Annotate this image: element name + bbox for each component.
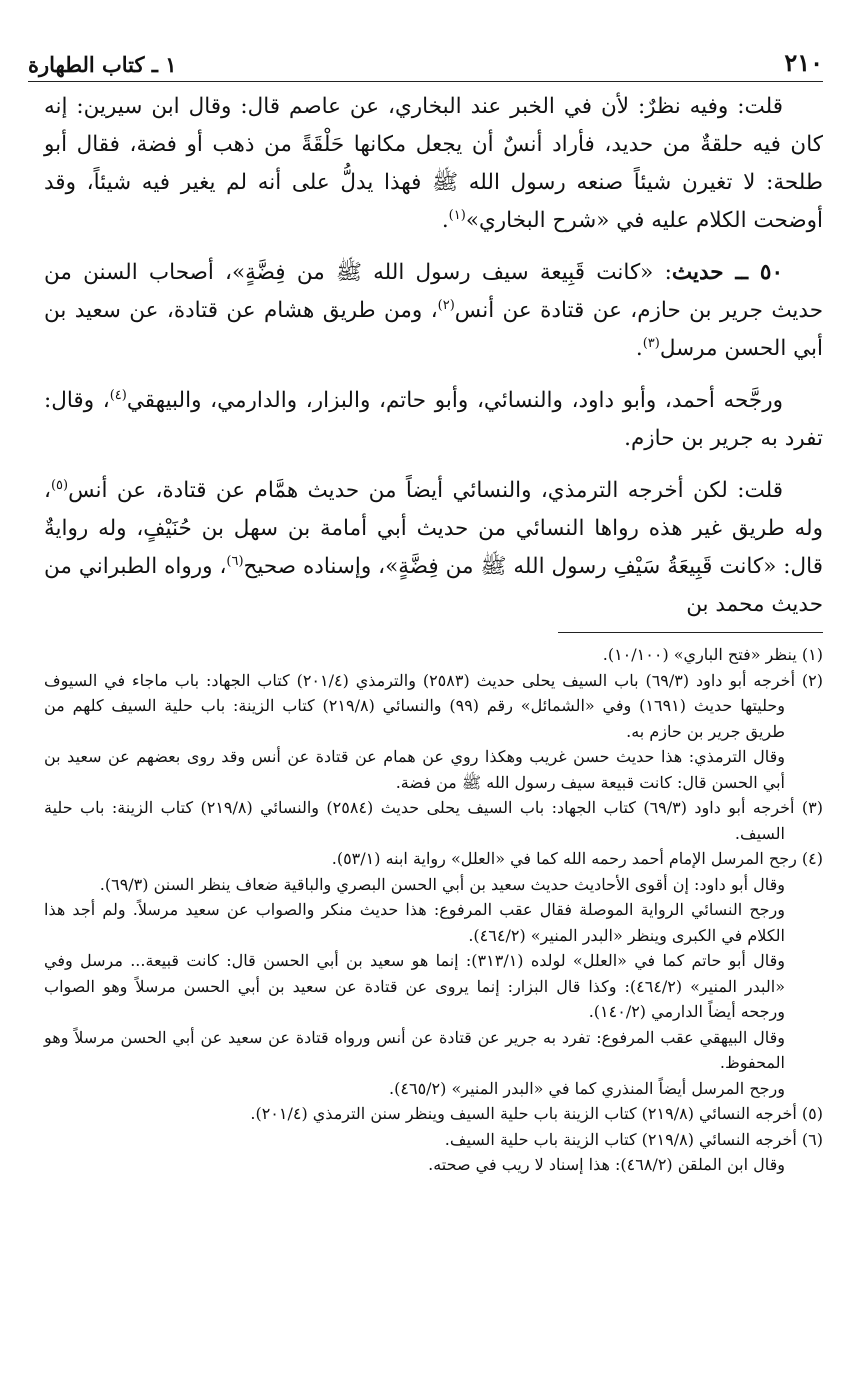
footnote-ref: (٢)	[437, 297, 455, 313]
paragraph-text: ، ورواه الطبراني من حديث محمد بن	[44, 554, 823, 617]
paragraph-hadith	[44, 254, 823, 368]
paragraph-text: قلت: لكن أخرجه الترمذي، والنسائي أيضاً من حديث همَّام عن قتادة، عن أنس	[68, 478, 783, 503]
footnote-continuation: وقال أبو داود: إن أقوى الأحاديث حديث سعيد بن أبي الحسن البصري والباقية ضعاف ينظر السنن (٦٩/٣).	[99, 874, 785, 894]
footnote-ref: (٣)	[642, 335, 660, 351]
footnote-ref: (١)	[448, 207, 466, 223]
paragraph-tarjih	[44, 382, 823, 458]
paragraph-text: «كانت قَبِيعة سيف رسول الله ﷺ من فِضَّةٍ»، أصحاب السنن من حديث جرير بن حازم، عن قتادة عن أنس	[44, 260, 823, 323]
paragraph-comment-2	[44, 472, 823, 624]
footnote: (٦) أخرجه النسائي (٢١٩/٨) كتاب الزينة باب حلية السيف.	[444, 1129, 823, 1149]
footnote-divider	[558, 632, 823, 633]
footnote: (٥) أخرجه النسائي (٢١٩/٨) كتاب الزينة باب حلية السيف وينظر سنن الترمذي (٢٠١/٤).	[250, 1104, 823, 1123]
page-header	[28, 40, 823, 82]
paragraph-text: ، وقال: تفرد به جرير بن حازم.	[44, 388, 823, 451]
hadith-label: ٥٠ ــ حديث	[671, 260, 783, 285]
footnote-continuation: ورجح النسائي الرواية الموصلة فقال عقب المرفوع: هذا حديث منكر والصواب عن سعيد مرسلاً. ولم أجد هذا الكلام في الكبرى وينظر «البدر المنير» (٤٦٤/٢).	[44, 900, 785, 945]
footnote-ref: (٥)	[50, 477, 69, 493]
footnote-continuation: وقال أبو حاتم كما في «العلل» لولده (٣١٣/١): إنما هو سعيد بن أبي الحسن قال: كانت قبيعة... مرسل وفي «البدر المنير» (٤٦٤/٢): وكذا قال البزار: إنما يروى عن قتادة عن سعيد بن أبي الحسن مرسلاً وهو الصواب ورجحه أيضاً الدارمي (١٤٠/٢).	[44, 951, 786, 1021]
footnote-continuation: ورجح المرسل أيضاً المنذري كما في «البدر المنير» (٤٦٥/٢).	[389, 1078, 785, 1098]
main-text	[44, 88, 823, 638]
paragraph-text: ، وله طريق غير هذه رواها النسائي من حديث أبي أمامة بن سهل بن حُنَيْفٍ، وله روايةٌ قال: «كانت قَبِيعَةُ سَيْفِ رسول الله ﷺ من فِضَّةٍ»، وإسناده صحيح	[44, 478, 823, 579]
footnote-continuation: وقال الترمذي: هذا حديث حسن غريب وهكذا روي عن همام عن قتادة عن أنس وقد روى بعضهم عن سعيد بن أبي الحسن قال: كانت قبيعة سيف رسول الله ﷺ من فضة.	[44, 747, 785, 792]
footnote-continuation: وقال ابن الملقن (٤٦٨/٢): هذا إسناد لا ريب في صحته.	[428, 1155, 785, 1174]
paragraph-comment	[44, 88, 823, 240]
chapter-title: ١ ـ كتاب الطهارة	[28, 52, 177, 77]
paragraph-text: قلت: وفيه نظرٌ: لأن في الخبر عند البخاري، عن عاصم قال: وقال ابن سيرين: إنه كان فيه حلقةٌ من حديد، فأراد أنسٌ أن يجعل مكانها حَلْقَةً من ذهب أو فضة، فقال أبو طلحة: لا تغيرن شيئاً صنعه رسول الله ﷺ فهذا يدلُّ على أنه لم يغير فيه شيئاً، وقد أوضحت الكلام عليه في «شرح البخاري»	[44, 94, 823, 233]
footnote-ref: (٤)	[109, 387, 127, 403]
paragraph-text: ورجَّحه أحمد، وأبو داود، والنسائي، وأبو حاتم، والبزار، والدارمي، والبيهقي	[126, 388, 783, 413]
footnote: (٤) رجح المرسل الإمام أحمد رحمه الله كما في «العلل» رواية ابنه (٥٣/١).	[331, 849, 823, 868]
footnote: (٢) أخرجه أبو داود (٦٩/٣) باب السيف يحلى حديث (٢٥٨٣) والترمذي (٢٠١/٤) كتاب الجهاد: باب ماجاء في السيوف وحليتها حديث (١٦٩١) وفي «الشمائل» رقم (٩٩) والنسائي (٢١٩/٨) كتاب الزينة: باب حلية السيف كلهم من طريق جرير بن حازم به.	[44, 670, 824, 741]
paragraph-text: ، ومن طريق هشام عن قتادة، عن سعيد بن أبي الحسن مرسل	[44, 298, 823, 361]
footnote-ref: (٦)	[226, 553, 244, 569]
footnotes	[44, 642, 823, 1178]
footnote: (١) ينظر «فتح الباري» (١٠/١٠٠).	[602, 645, 823, 664]
page-number: ٢١٠	[784, 48, 823, 77]
paragraph-end: .	[441, 208, 449, 233]
hadith-sep: :	[664, 260, 672, 285]
paragraph-end: .	[635, 336, 643, 361]
footnote: (٣) أخرجه أبو داود (٦٩/٣) كتاب الجهاد: باب السيف يحلى حديث (٢٥٨٤) والنسائي (٢١٩/٨) كتاب الزينة: باب حلية السيف.	[44, 798, 823, 843]
footnote-continuation: وقال البيهقي عقب المرفوع: تفرد به جرير عن قتادة عن أنس ورواه قتادة عن سعيد عن أبي الحسن مرسلاً وهو المحفوظ.	[44, 1027, 785, 1072]
